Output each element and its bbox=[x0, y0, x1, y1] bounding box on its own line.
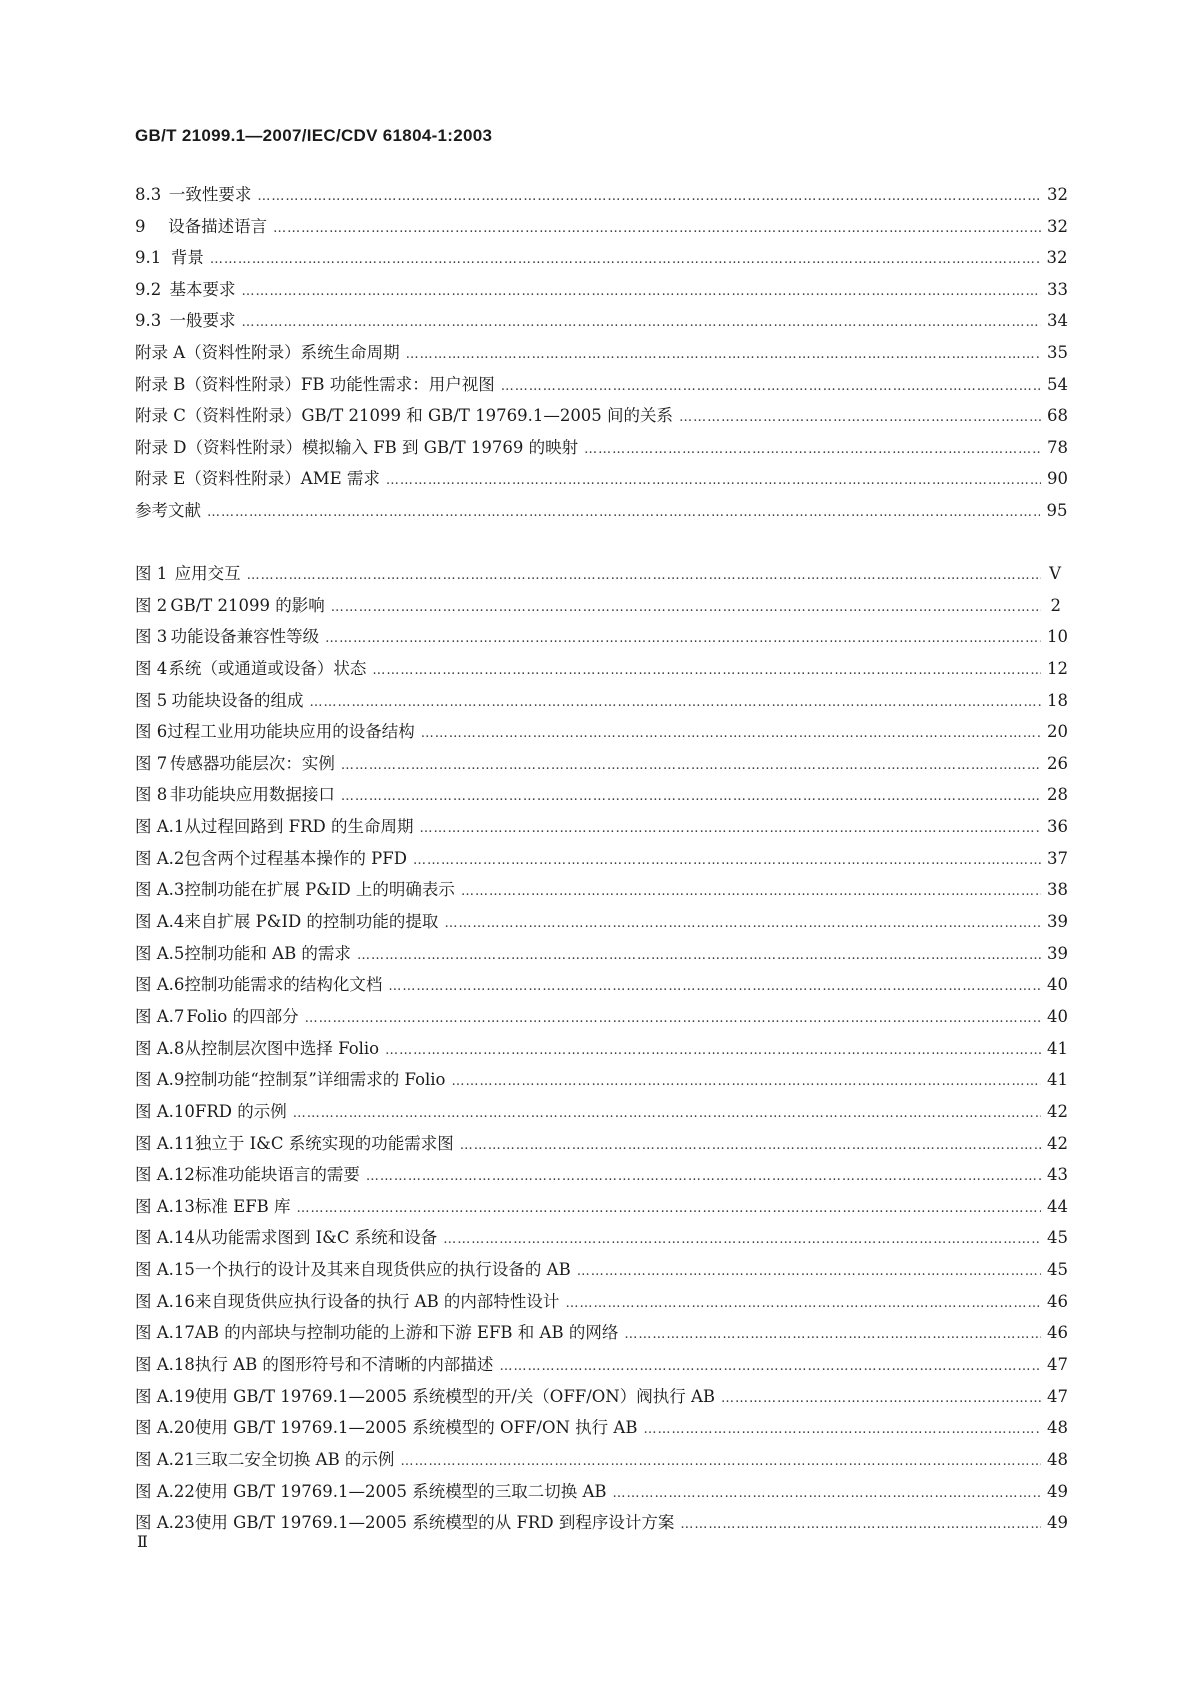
entry-number: 参考文献 bbox=[135, 500, 201, 520]
leader-dots bbox=[461, 884, 1041, 899]
entry-number: 图 5 bbox=[135, 690, 168, 710]
entry-number: 图 3 bbox=[135, 627, 168, 647]
entry-page: 37 bbox=[1047, 848, 1068, 868]
entry-title: 控制功能和 AB 的需求 bbox=[184, 943, 351, 963]
entry-title: 一般要求 bbox=[169, 311, 236, 331]
leader-dots bbox=[624, 1327, 1041, 1342]
figure-entry[interactable] bbox=[135, 876, 1068, 908]
leader-dots bbox=[413, 853, 1041, 868]
figure-entry[interactable] bbox=[135, 1414, 1068, 1446]
entry-page: 47 bbox=[1047, 1355, 1068, 1375]
leader-dots bbox=[721, 1391, 1041, 1406]
entry-number: 附录 A（资料性附录） bbox=[135, 342, 301, 362]
entry-number: 图 A.3 bbox=[135, 880, 185, 900]
figure-entry[interactable] bbox=[135, 1035, 1068, 1067]
leader-dots bbox=[325, 631, 1041, 646]
figure-entry[interactable] bbox=[135, 940, 1068, 972]
leader-dots bbox=[565, 1296, 1041, 1311]
leader-dots bbox=[386, 473, 1041, 488]
figure-entry[interactable] bbox=[135, 1130, 1068, 1162]
entry-title: GB/T 21099 和 GB/T 19769.1—2005 间的关系 bbox=[301, 406, 674, 426]
figure-entry[interactable] bbox=[135, 781, 1068, 813]
leader-dots bbox=[444, 916, 1041, 931]
contents-entry[interactable] bbox=[135, 339, 1068, 371]
leader-dots bbox=[388, 979, 1041, 994]
entry-title: 标准功能块语言的需要 bbox=[194, 1165, 360, 1185]
entry-number: 图 A.17 bbox=[135, 1323, 195, 1343]
entry-title: 基本要求 bbox=[169, 279, 236, 299]
figure-entry[interactable] bbox=[135, 1066, 1068, 1098]
contents-entry[interactable] bbox=[135, 465, 1068, 497]
leader-dots bbox=[242, 315, 1041, 330]
entry-page: 45 bbox=[1047, 1260, 1068, 1280]
entry-page: 46 bbox=[1047, 1291, 1068, 1311]
leader-dots bbox=[273, 221, 1041, 236]
entry-page: 32 bbox=[1047, 216, 1068, 236]
leader-dots bbox=[421, 726, 1041, 741]
entry-title: 设备描述语言 bbox=[168, 216, 268, 236]
entry-number: 附录 E（资料性附录） bbox=[135, 469, 301, 489]
entry-title: 模拟输入 FB 到 GB/T 19769 的映射 bbox=[301, 437, 579, 457]
entry-page: 41 bbox=[1047, 1038, 1068, 1058]
entry-number: 图 A.22 bbox=[135, 1481, 195, 1501]
figure-entry[interactable] bbox=[135, 1383, 1068, 1415]
entry-number: 附录 C（资料性附录） bbox=[135, 406, 302, 426]
entry-number: 图 A.20 bbox=[135, 1418, 195, 1438]
leader-dots bbox=[341, 758, 1041, 773]
figure-entry[interactable] bbox=[135, 845, 1068, 877]
figure-entry[interactable] bbox=[135, 1509, 1068, 1541]
entry-title: 功能设备兼容性等级 bbox=[170, 627, 320, 647]
entry-page: 40 bbox=[1047, 975, 1068, 995]
entry-title: 从控制层次图中选择 Folio bbox=[184, 1038, 380, 1058]
leader-dots bbox=[577, 1264, 1041, 1279]
entry-title: 一致性要求 bbox=[168, 185, 252, 204]
entry-number: 图 A.6 bbox=[135, 975, 185, 995]
entry-page: 38 bbox=[1047, 880, 1068, 900]
entry-title: 使用 GB/T 19769.1—2005 系统模型的 OFF/ON 执行 AB bbox=[194, 1418, 638, 1438]
figures-list bbox=[135, 560, 1068, 1541]
figure-entry[interactable] bbox=[135, 1256, 1068, 1288]
leader-dots bbox=[297, 1201, 1041, 1216]
entry-title: 背景 bbox=[170, 248, 204, 268]
leader-dots bbox=[372, 663, 1041, 678]
entry-title: 系统（或通道或设备）状态 bbox=[168, 658, 367, 678]
entry-page: 40 bbox=[1047, 1006, 1068, 1026]
entry-number: 附录 D（资料性附录） bbox=[135, 437, 302, 457]
figure-entry[interactable] bbox=[135, 971, 1068, 1003]
entry-title: 从功能需求图到 I&C 系统和设备 bbox=[194, 1228, 438, 1248]
entry-page: 95 bbox=[1046, 500, 1068, 520]
entry-page: 41 bbox=[1047, 1070, 1068, 1090]
leader-dots bbox=[305, 1011, 1041, 1026]
entry-number: 图 A.15 bbox=[135, 1260, 195, 1280]
contents-entry[interactable] bbox=[135, 307, 1068, 339]
entry-title: 来自现货供应执行设备的执行 AB 的内部特性设计 bbox=[194, 1291, 560, 1311]
entry-number: 图 A.18 bbox=[135, 1355, 195, 1375]
contents-entry[interactable] bbox=[135, 244, 1068, 276]
figure-entry[interactable] bbox=[135, 1098, 1068, 1130]
entry-title: AB 的内部块与控制功能的上游和下游 EFB 和 AB 的网络 bbox=[194, 1323, 619, 1343]
entry-number: 图 A.2 bbox=[135, 848, 185, 868]
entry-number: 9 bbox=[135, 216, 146, 236]
contents-entry[interactable] bbox=[135, 371, 1068, 403]
entry-number: 图 A.19 bbox=[135, 1386, 195, 1406]
contents-list bbox=[135, 181, 1068, 529]
entry-number: 图 4 bbox=[135, 658, 168, 678]
entry-title: FRD 的示例 bbox=[194, 1101, 287, 1121]
entry-page: 90 bbox=[1047, 469, 1068, 489]
entry-page: 39 bbox=[1047, 943, 1068, 963]
entry-number: 图 A.5 bbox=[135, 943, 185, 963]
entry-page: 39 bbox=[1047, 912, 1068, 932]
leader-dots bbox=[643, 1422, 1041, 1437]
page-number: Ⅱ bbox=[137, 1532, 148, 1551]
entry-page: 10 bbox=[1047, 627, 1068, 647]
entry-number: 图 A.14 bbox=[135, 1228, 195, 1248]
leader-dots bbox=[341, 789, 1041, 804]
figure-entry[interactable] bbox=[135, 560, 1061, 592]
leader-dots bbox=[247, 568, 1041, 583]
entry-page: 26 bbox=[1047, 753, 1068, 773]
entry-title: 包含两个过程基本操作的 PFD bbox=[184, 848, 407, 868]
entry-number: 9.3 bbox=[135, 311, 162, 331]
entry-number: 9.1 bbox=[135, 248, 162, 268]
entry-title: 标准 EFB 库 bbox=[194, 1196, 291, 1216]
entry-title: 控制功能在扩展 P&ID 上的明确表示 bbox=[184, 880, 455, 900]
entry-page: 20 bbox=[1047, 722, 1068, 742]
figure-entry[interactable] bbox=[135, 1478, 1068, 1510]
entry-number: 图 6 bbox=[135, 722, 168, 742]
leader-dots bbox=[680, 1517, 1041, 1532]
entry-title: 三取二安全切换 AB 的示例 bbox=[194, 1449, 395, 1469]
entry-number: 图 A.8 bbox=[135, 1038, 185, 1058]
entry-page: 36 bbox=[1047, 817, 1068, 837]
leader-dots bbox=[331, 600, 1041, 615]
entry-number: 图 8 bbox=[135, 785, 168, 805]
entry-number: 图 7 bbox=[135, 753, 168, 773]
figure-entry[interactable] bbox=[135, 1161, 1068, 1193]
entry-page: 45 bbox=[1047, 1228, 1068, 1248]
leader-dots bbox=[499, 1359, 1041, 1374]
figure-entry[interactable] bbox=[135, 655, 1068, 687]
entry-page: 28 bbox=[1047, 785, 1068, 805]
leader-dots bbox=[460, 1138, 1041, 1153]
figure-entry[interactable] bbox=[135, 908, 1068, 940]
entry-page: 44 bbox=[1047, 1196, 1068, 1216]
entry-page: 33 bbox=[1047, 279, 1068, 299]
leader-dots bbox=[679, 410, 1041, 425]
entry-number: 图 A.9 bbox=[135, 1070, 185, 1090]
entry-title: 传感器功能层次：实例 bbox=[169, 753, 335, 773]
entry-page: 43 bbox=[1047, 1165, 1068, 1185]
entry-page: 42 bbox=[1047, 1101, 1068, 1121]
entry-page: 32 bbox=[1047, 185, 1068, 204]
entry-page: 18 bbox=[1047, 690, 1068, 710]
entry-page: 78 bbox=[1047, 437, 1068, 457]
entry-page: 48 bbox=[1047, 1418, 1068, 1438]
entry-number: 图 A.4 bbox=[135, 912, 185, 932]
leader-dots bbox=[452, 1074, 1042, 1089]
leader-dots bbox=[613, 1486, 1041, 1501]
figure-entry[interactable] bbox=[135, 687, 1068, 719]
entry-number: 图 A.21 bbox=[135, 1449, 195, 1469]
entry-number: 图 A.23 bbox=[135, 1513, 195, 1533]
contents-entry[interactable] bbox=[135, 402, 1068, 434]
entry-number: 图 A.10 bbox=[135, 1101, 195, 1121]
leader-dots bbox=[210, 252, 1041, 267]
contents-entry[interactable] bbox=[135, 497, 1068, 529]
figure-entry[interactable] bbox=[135, 718, 1068, 750]
entry-title: Folio 的四部分 bbox=[186, 1006, 299, 1026]
figure-entry[interactable] bbox=[135, 1224, 1068, 1256]
figure-entry[interactable] bbox=[135, 1003, 1068, 1035]
entry-page: 42 bbox=[1047, 1133, 1068, 1153]
entry-title: 非功能块应用数据接口 bbox=[169, 785, 335, 805]
figure-entry[interactable] bbox=[135, 623, 1068, 655]
figure-entry[interactable] bbox=[135, 1446, 1068, 1478]
leader-dots bbox=[366, 1169, 1041, 1184]
figure-entry[interactable] bbox=[135, 750, 1068, 782]
leader-dots bbox=[406, 347, 1041, 362]
entry-title: AME 需求 bbox=[300, 469, 380, 489]
figure-entry[interactable] bbox=[135, 1193, 1068, 1225]
entry-title: 使用 GB/T 19769.1—2005 系统模型的三取二切换 AB bbox=[194, 1481, 607, 1501]
leader-dots bbox=[309, 695, 1041, 710]
entry-page: 49 bbox=[1047, 1481, 1068, 1501]
entry-title: 控制功能需求的结构化文档 bbox=[184, 975, 383, 995]
entry-title: 过程工业用功能块应用的设备结构 bbox=[167, 722, 415, 742]
entry-title: 一个执行的设计及其来自现货供应的执行设备的 AB bbox=[194, 1260, 571, 1280]
entry-page: 32 bbox=[1046, 248, 1068, 268]
entry-number: 图 A.11 bbox=[135, 1133, 195, 1153]
leader-dots bbox=[385, 1043, 1041, 1058]
leader-dots bbox=[443, 1232, 1041, 1247]
entry-number: 图 1 bbox=[135, 564, 168, 583]
entry-title: 独立于 I&C 系统实现的功能需求图 bbox=[194, 1133, 454, 1153]
entry-title: 使用 GB/T 19769.1—2005 系统模型的从 FRD 到程序设计方案 bbox=[194, 1513, 675, 1533]
entry-page: 12 bbox=[1047, 658, 1068, 678]
contents-entry[interactable] bbox=[135, 434, 1068, 466]
entry-number: 图 A.7 bbox=[135, 1006, 185, 1026]
leader-dots bbox=[501, 379, 1041, 394]
entry-title: 功能块设备的组成 bbox=[171, 690, 304, 710]
figure-entry[interactable] bbox=[135, 813, 1068, 845]
figure-entry[interactable] bbox=[135, 592, 1061, 624]
entry-page: 34 bbox=[1047, 311, 1068, 331]
contents-entry[interactable] bbox=[135, 181, 1068, 213]
entry-title: 使用 GB/T 19769.1—2005 系统模型的开/关（OFF/ON）阀执行 AB bbox=[194, 1386, 716, 1406]
entry-number: 9.2 bbox=[135, 279, 162, 299]
entry-page: 49 bbox=[1047, 1513, 1068, 1533]
entry-page: 2 bbox=[1050, 595, 1061, 615]
entry-title: 应用交互 bbox=[174, 564, 241, 583]
entry-number: 图 A.1 bbox=[135, 817, 185, 837]
contents-entry[interactable] bbox=[135, 213, 1068, 245]
entry-number: 图 2 bbox=[135, 595, 168, 615]
figure-entry[interactable] bbox=[135, 1351, 1068, 1383]
entry-page: V bbox=[1049, 564, 1061, 583]
entry-title: FB 功能性需求：用户视图 bbox=[300, 374, 495, 394]
entry-page: 47 bbox=[1047, 1386, 1068, 1406]
contents-entry[interactable] bbox=[135, 276, 1068, 308]
entry-page: 68 bbox=[1047, 406, 1068, 426]
leader-dots bbox=[257, 189, 1041, 204]
entry-number: 图 A.13 bbox=[135, 1196, 195, 1216]
entry-number: 8.3 bbox=[135, 185, 162, 204]
entry-page: 48 bbox=[1047, 1449, 1068, 1469]
leader-dots bbox=[400, 1454, 1041, 1469]
entry-number: 图 A.16 bbox=[135, 1291, 195, 1311]
entry-title: 执行 AB 的图形符号和不清晰的内部描述 bbox=[194, 1355, 494, 1375]
entry-number: 附录 B（资料性附录） bbox=[135, 374, 301, 394]
leader-dots bbox=[293, 1106, 1041, 1121]
leader-dots bbox=[584, 442, 1041, 457]
document-header: GB/T 21099.1—2007/IEC/CDV 61804-1:2003 bbox=[135, 126, 493, 145]
entry-title: GB/T 21099 的影响 bbox=[170, 595, 325, 615]
leader-dots bbox=[242, 284, 1041, 299]
entry-page: 35 bbox=[1047, 342, 1068, 362]
figure-entry[interactable] bbox=[135, 1288, 1068, 1320]
entry-number: 图 A.12 bbox=[135, 1165, 195, 1185]
entry-page: 46 bbox=[1047, 1323, 1068, 1343]
entry-page: 54 bbox=[1047, 374, 1068, 394]
entry-title: 系统生命周期 bbox=[300, 342, 400, 362]
entry-title: 从过程回路到 FRD 的生命周期 bbox=[184, 817, 414, 837]
leader-dots bbox=[207, 505, 1040, 520]
leader-dots bbox=[357, 948, 1041, 963]
entry-title: 来自扩展 P&ID 的控制功能的提取 bbox=[184, 912, 439, 932]
entry-title: 控制功能“控制泵”详细需求的 Folio bbox=[184, 1070, 446, 1090]
figure-entry[interactable] bbox=[135, 1319, 1068, 1351]
leader-dots bbox=[420, 821, 1042, 836]
